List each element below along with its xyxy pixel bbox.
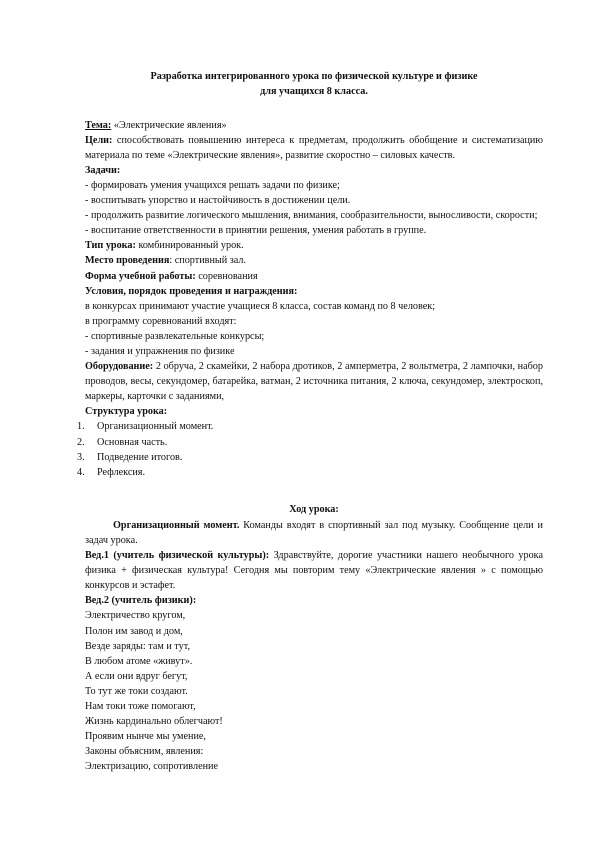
poem-line: Нам токи тоже помогают,	[85, 701, 196, 713]
conditions-label-text: Условия, порядок проведения и награждения:	[85, 285, 298, 297]
structure-item	[77, 435, 543, 450]
topic-line	[85, 118, 543, 133]
structure-item-number: 2.	[77, 436, 85, 448]
structure-item-number: 4.	[77, 466, 85, 478]
document-page	[77, 70, 543, 775]
org-moment-paragraph	[85, 518, 543, 548]
task-item: - воспитание ответственности в принятии решения, умения работать в группе.	[85, 225, 427, 237]
conditions-item: - задания и упражнения по физике	[85, 345, 235, 357]
conditions-item: - спортивные развлекательные конкурсы;	[85, 330, 265, 342]
goals-text: способствовать повышению интереса к предметам, продолжить обобщение и систематизацию материала по теме «Электрические явления», развитие скоростно – силовых качеств.	[85, 134, 543, 161]
conditions-item: в конкурсах принимают участие учащиеся 8 класса, состав команд по 8 человек;	[85, 300, 436, 312]
poem	[85, 608, 543, 774]
title-line-2: для учащихся 8 класса.	[260, 85, 368, 97]
place-line	[85, 253, 543, 268]
place-value: : спортивный зал.	[169, 255, 247, 267]
host2-label	[85, 593, 543, 608]
poem-line: В любом атоме «живут».	[85, 655, 193, 667]
topic-value: «Электрические явления»	[111, 119, 227, 131]
goals-label: Цели:	[85, 134, 113, 146]
poem-line: Электричество кругом,	[85, 610, 186, 622]
course-title: Ход урока:	[289, 503, 339, 515]
structure-item	[77, 419, 543, 434]
tasks-label	[85, 163, 543, 178]
conditions-label	[85, 284, 543, 299]
form-label: Форма учебной работы:	[85, 270, 196, 282]
structure-label-text: Структура урока:	[85, 406, 168, 418]
structure-item-number: 1.	[77, 421, 85, 433]
lesson-type-label: Тип урока:	[85, 240, 136, 252]
host1-text: Здравствуйте, дорогие участники нашего необычного урока физика + физическая культура! Сегодня мы повторим тему «Электрические явления » с помощью конкурсов и эстафет.	[85, 550, 543, 592]
lesson-type-line	[85, 238, 543, 253]
structure-item	[77, 465, 543, 480]
document-title	[85, 70, 543, 100]
poem-line: Электризацию, сопротивление	[85, 761, 219, 773]
poem-line: Проявим нынче мы умение,	[85, 731, 206, 743]
form-line	[85, 269, 543, 284]
conditions-item: в программу соревнований входят:	[85, 315, 237, 327]
task-item: - формировать умения учащихся решать задачи по физике;	[85, 179, 340, 191]
structure-item-text: Рефлексия.	[97, 466, 146, 478]
tasks-label-text: Задачи:	[85, 164, 121, 176]
structure-item	[77, 450, 543, 465]
structure-item-text: Организационный момент.	[97, 421, 214, 433]
place-label: Место проведения	[85, 255, 170, 267]
lesson-type-value: комбинированный урок.	[135, 240, 244, 252]
poem-line: Жизнь кардинально облегчают!	[85, 716, 223, 728]
form-value: соревнования	[195, 270, 258, 282]
topic-label: Тема:	[85, 119, 112, 131]
title-line-1: Разработка интегрированного урока по физической культуре и физике	[150, 71, 478, 82]
structure-label	[85, 404, 543, 419]
task-item: - воспитывать упорство и настойчивость в достижении цели.	[85, 195, 351, 207]
equipment-label: Оборудование:	[85, 361, 154, 373]
structure-item-text: Подведение итогов.	[97, 451, 183, 463]
structure-list	[77, 419, 543, 479]
host1-label: Вед.1 (учитель физической культуры):	[85, 550, 270, 562]
equipment-paragraph	[85, 359, 543, 404]
task-item: - продолжить развитие логического мышления, внимания, сообразительности, выносливости, скорости;	[85, 210, 538, 222]
poem-line: Везде заряды: там и тут,	[85, 640, 190, 652]
equipment-text: 2 обруча, 2 скамейки, 2 набора дротиков, 2 амперметра, 2 вольтметра, 2 лампочки, набор проводов, весы, секундомер, батарейка, ватман, 2 источника питания, 2 ключа, секундомер, электроскоп, маркеры, карточки с заданиями,	[85, 361, 543, 403]
goals-paragraph	[85, 133, 543, 163]
org-moment-text: Команды входят в спортивный зал под музыку. Сообщение цели и задач урока.	[85, 519, 543, 546]
spacer	[85, 480, 543, 502]
poem-line: Законы объясним, явления:	[85, 746, 204, 758]
host1-paragraph	[85, 548, 543, 593]
org-moment-label: Организационный момент.	[113, 519, 240, 531]
structure-item-number: 3.	[77, 451, 85, 463]
poem-line: Полон им завод и дом,	[85, 625, 183, 637]
structure-item-text: Основная часть.	[97, 436, 168, 448]
host2-label-text: Вед.2 (учитель физики):	[85, 595, 197, 607]
poem-line: То тут же токи создают.	[85, 685, 188, 697]
poem-line: А если они вдруг бегут,	[85, 670, 188, 682]
